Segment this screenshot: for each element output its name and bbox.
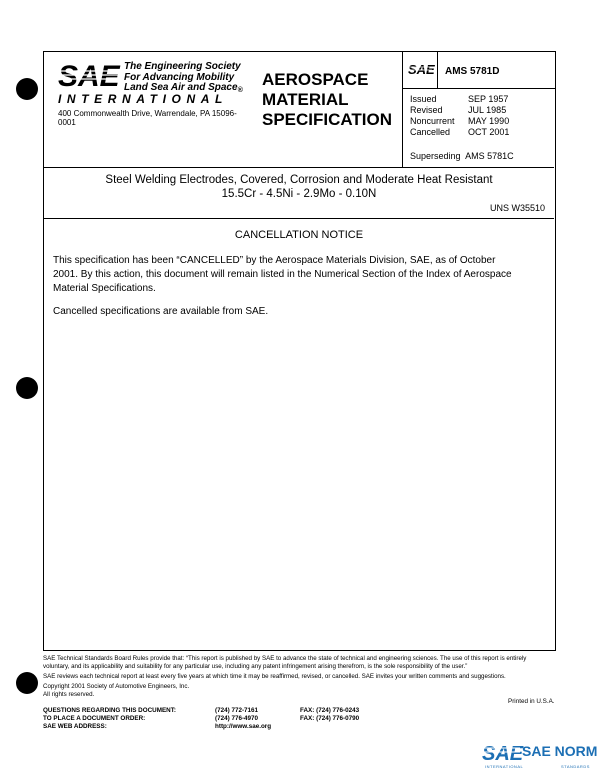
date-label: Issued	[410, 94, 437, 104]
watermark-sub-left: INTERNATIONAL	[485, 764, 524, 769]
superseding-value: AMS 5781C	[465, 151, 514, 161]
subject-line-2: 15.5Cr - 4.5Ni - 2.9Mo - 0.10N	[221, 188, 377, 200]
title-line-1: AEROSPACE	[262, 70, 369, 89]
contact-fax: FAX: (724) 776-0243	[300, 707, 360, 714]
notice-title: CANCELLATION NOTICE	[234, 229, 364, 241]
small-sae-logo-text: SAE	[408, 62, 435, 77]
contact-phones	[215, 707, 305, 731]
footer-line-2: voluntary, and its applicability and suitability for any particular use, including any patent infringement arising therefrom, is the sole responsibility of the user.”	[43, 663, 468, 670]
date-row-issued	[410, 94, 509, 105]
document-type-title	[262, 70, 392, 130]
contact-label: SAE WEB ADDRESS:	[43, 723, 107, 730]
contact-faxes	[300, 707, 420, 723]
date-row-cancelled	[410, 127, 509, 138]
contact-phone: (724) 772-7161	[215, 707, 259, 714]
web-address-link[interactable]: http://www.sae.org	[215, 723, 272, 730]
rights-line: All rights reserved.	[43, 691, 95, 698]
date-value: OCT 2001	[468, 127, 510, 137]
title-line-3: SPECIFICATION	[262, 110, 393, 129]
watermark-logo	[480, 740, 524, 765]
footer-line-3: SAE reviews each technical report at least every five years at which time it may be reaffirmed, revised, or cancelled. SAE invites your written comments and suggestions.	[43, 673, 506, 680]
registered-mark: ®	[237, 87, 243, 94]
copyright-line: Copyright 2001 Society of Automotive Engineers, Inc.	[43, 683, 190, 690]
contact-phone: (724) 776-4970	[215, 715, 259, 722]
ams-number: AMS 5781D	[445, 66, 500, 77]
sae-address: 400 Commonwealth Drive, Warrendale, PA 15096-0001	[58, 109, 237, 127]
watermark-text: SAE NORM	[522, 743, 598, 759]
notice-paragraph-1	[53, 254, 543, 296]
watermark-sub-right: STANDARDS	[561, 764, 590, 769]
date-label: Noncurrent	[410, 116, 455, 126]
date-row-noncurrent	[410, 116, 509, 127]
specification-subject	[44, 173, 554, 201]
subject-line-1: Steel Welding Electrodes, Covered, Corrosion and Moderate Heat Resistant	[105, 174, 493, 186]
tagline-line-2: For Advancing Mobility	[124, 71, 235, 83]
contact-fax: FAX: (724) 776-0790	[300, 715, 360, 722]
cancellation-notice-section	[44, 218, 554, 653]
date-label: Revised	[410, 105, 443, 115]
notice-line-3: Material Specifications.	[53, 283, 156, 294]
ams-number-row	[403, 52, 555, 89]
contact-labels	[43, 707, 203, 731]
superseding-label: Superseding	[410, 151, 461, 161]
notice-paragraph-2: Cancelled specifications are available from SAE.	[53, 306, 269, 317]
watermark-logo-text: SAE	[482, 743, 524, 765]
uns-designation: UNS W35510	[489, 203, 545, 213]
contact-label: QUESTIONS REGARDING THIS DOCUMENT:	[43, 707, 176, 714]
binder-hole-middle	[16, 377, 38, 399]
notice-line-2: 2001. By this action, this document will remain listed in the Numerical Section of the Index of Aerospace	[53, 269, 512, 280]
contact-label: TO PLACE A DOCUMENT ORDER:	[43, 715, 146, 722]
document-info-box	[402, 52, 555, 167]
tagline-line-1: The Engineering Society	[124, 61, 241, 72]
printed-in: Printed in U.S.A.	[508, 698, 555, 705]
date-history	[410, 94, 509, 138]
tagline-line-3-text: Land Sea Air and Space	[124, 82, 238, 93]
binder-hole-bottom	[16, 672, 38, 694]
binder-hole-top	[16, 78, 38, 100]
title-line-2: MATERIAL	[262, 90, 349, 109]
sae-logo-text: SAE	[58, 60, 120, 93]
date-label: Cancelled	[410, 127, 451, 137]
international-wordmark: INTERNATIONAL	[58, 92, 228, 106]
footer-line-1: SAE Technical Standards Board Rules provide that: “This report is published by SAE to advance the state of technical and engineering sciences. The use of this report is entirely	[43, 655, 527, 662]
date-value: MAY 1990	[468, 116, 510, 126]
document-frame	[43, 51, 556, 651]
date-value: SEP 1957	[468, 94, 509, 104]
legal-footer	[43, 655, 563, 699]
date-row-revised	[410, 105, 509, 116]
header	[44, 52, 554, 168]
sae-logo	[58, 60, 122, 93]
notice-line-1: This specification has been “CANCELLED” by the Aerospace Materials Division, SAE, as of October	[53, 255, 496, 266]
date-value: JUL 1985	[468, 105, 507, 115]
small-sae-logo	[403, 52, 438, 88]
publisher-block	[44, 52, 252, 167]
superseding-line	[410, 151, 514, 161]
small-sae-logo-icon	[408, 62, 435, 77]
